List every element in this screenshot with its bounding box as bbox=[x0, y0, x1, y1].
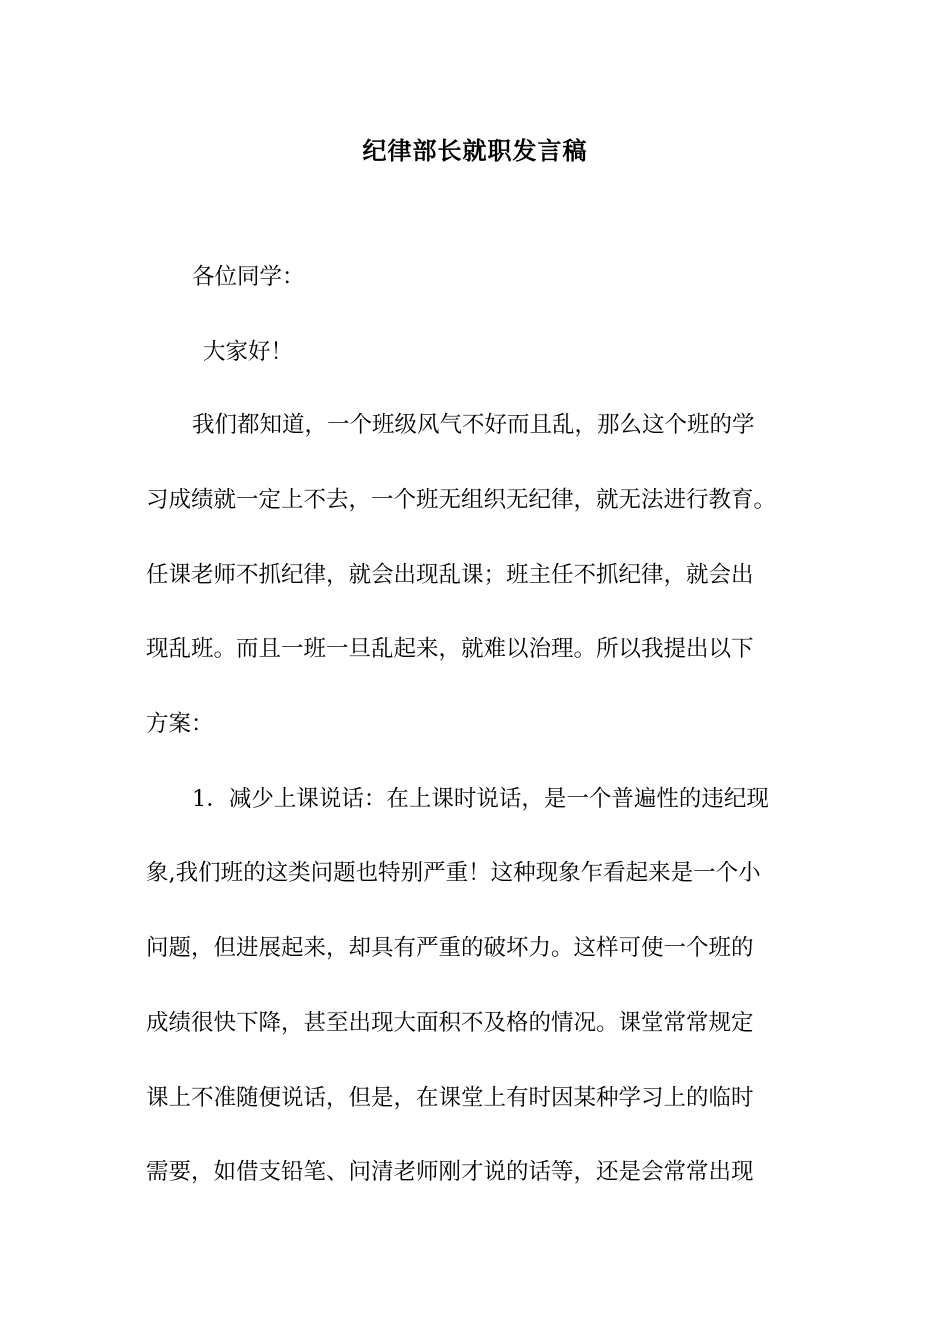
salutation: 各位同学： bbox=[192, 264, 305, 290]
paragraph-line: 任课老师不抓纪律，就会出现乱课；班主任不抓纪律，就会出 bbox=[146, 562, 754, 588]
paragraph-line: 需要，如借支铅笔、问清老师刚才说的话等，还是会常常出现 bbox=[146, 1159, 754, 1185]
paragraph-line: 方案： bbox=[146, 711, 214, 737]
paragraph-line: 现乱班。而且一班一旦乱起来，就难以治理。所以我提出以下 bbox=[146, 636, 754, 662]
paragraph-line: 习成绩就一定上不去，一个班无组织无纪律，就无法进行教育。 bbox=[146, 487, 777, 513]
paragraph-line: 我们都知道，一个班级风气不好而且乱，那么这个班的学 bbox=[192, 412, 755, 438]
document-title: 纪律部长就职发言稿 bbox=[362, 136, 588, 165]
paragraph-line: 象,我们班的这类问题也特别严重！这种现象乍看起来是一个小 bbox=[146, 860, 761, 886]
paragraph-line: 课上不准随便说话，但是，在课堂上有时因某种学习上的临时 bbox=[146, 1085, 754, 1111]
paragraph-line: 1．减少上课说话：在上课时说话，是一个普遍性的违纪现 bbox=[192, 786, 769, 812]
greeting: 大家好！ bbox=[203, 339, 294, 365]
paragraph-line: 成绩很快下降，甚至出现大面积不及格的情况。课堂常常规定 bbox=[146, 1010, 754, 1036]
paragraph-line: 问题，但进展起来，却具有严重的破坏力。这样可使一个班的 bbox=[146, 935, 754, 961]
